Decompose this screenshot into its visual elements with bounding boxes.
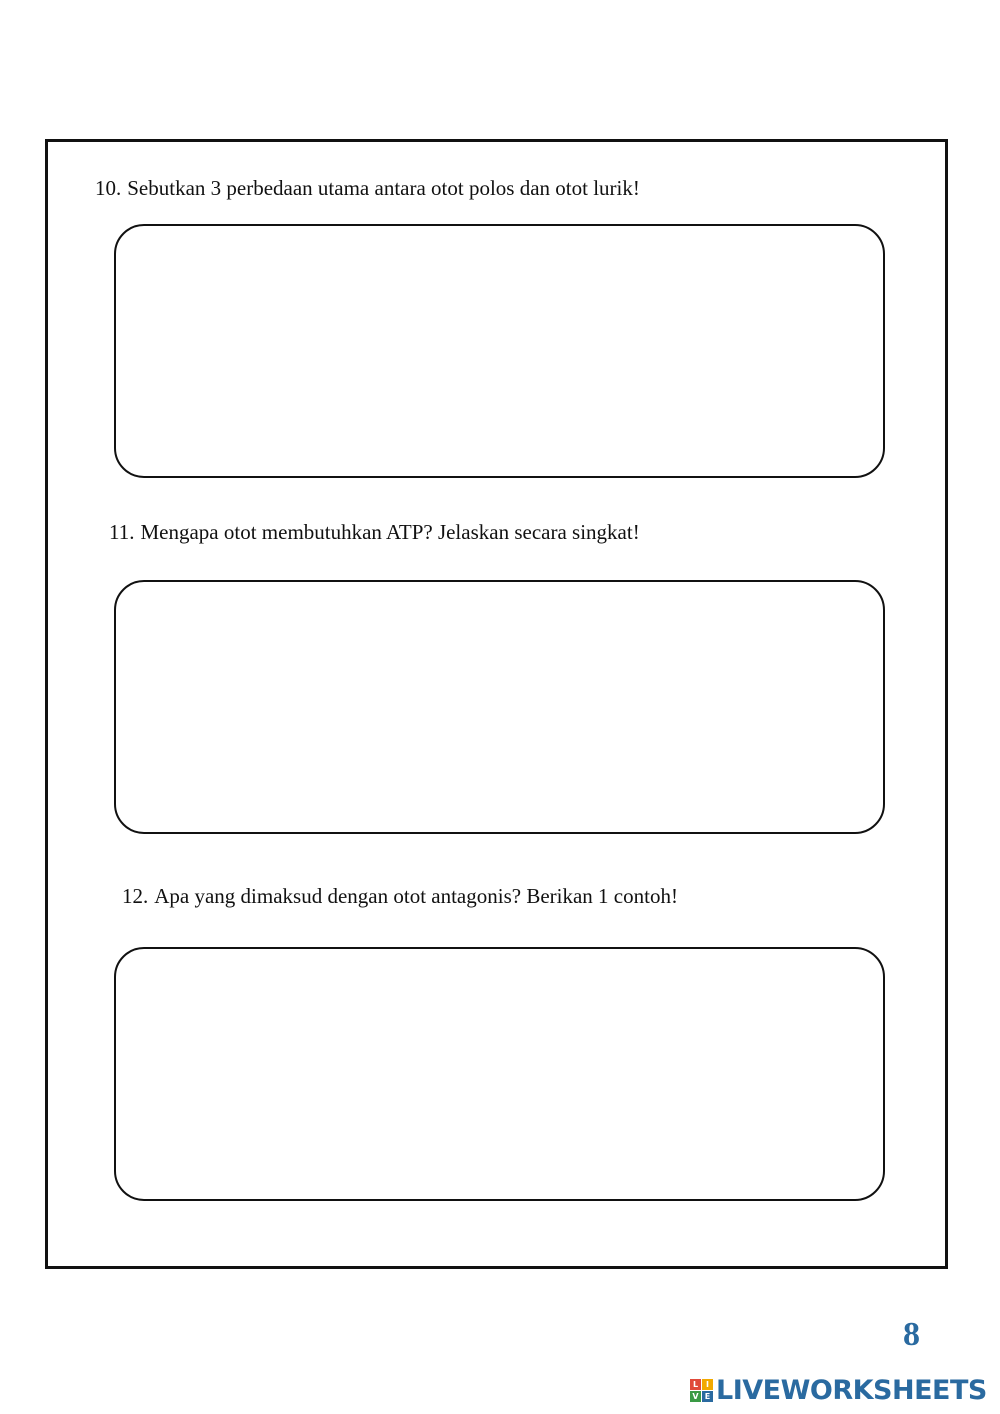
question-text: Apa yang dimaksud dengan otot antagonis? Berikan 1 contoh! — [154, 884, 678, 908]
logo-letter: L — [690, 1379, 701, 1390]
brand-text: LIVEWORKSHEETS — [716, 1374, 987, 1406]
question-12 — [122, 886, 678, 907]
question-text: Sebutkan 3 perbedaan utama antara otot polos dan otot lurik! — [127, 176, 640, 200]
question-11 — [109, 522, 640, 543]
answer-box-12[interactable] — [114, 947, 885, 1201]
question-number: 12. — [122, 884, 149, 908]
liveworksheets-logo-icon — [690, 1379, 713, 1402]
answer-box-11[interactable] — [114, 580, 885, 834]
logo-letter: V — [690, 1391, 701, 1402]
page-number: 8 — [903, 1316, 920, 1353]
answer-box-10[interactable] — [114, 224, 885, 478]
logo-letter: I — [702, 1379, 713, 1390]
question-10 — [95, 178, 640, 199]
logo-letter: E — [702, 1391, 713, 1402]
question-number: 11. — [109, 520, 135, 544]
liveworksheets-brand — [690, 1372, 987, 1408]
question-text: Mengapa otot membutuhkan ATP? Jelaskan secara singkat! — [140, 520, 640, 544]
question-number: 10. — [95, 176, 122, 200]
